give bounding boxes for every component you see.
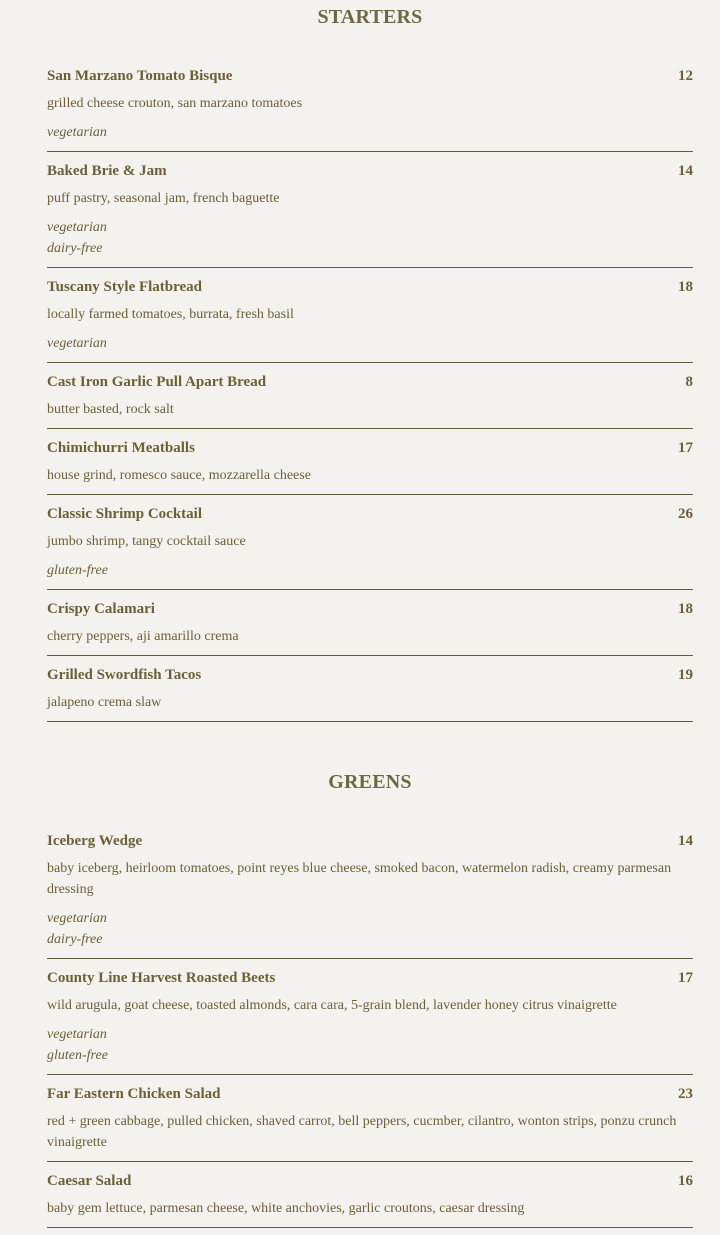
menu-item	[47, 495, 693, 590]
starters-list	[47, 57, 693, 722]
menu-item-price: 26	[678, 506, 693, 522]
menu-item-description: baby gem lettuce, parmesan cheese, white anchovies, garlic croutons, caesar dressing	[47, 1201, 525, 1216]
menu-item-header	[47, 66, 693, 86]
menu-item	[47, 363, 693, 429]
menu-item-price: 17	[678, 970, 693, 986]
menu-item	[47, 268, 693, 363]
menu-item-price: 18	[678, 601, 693, 617]
dietary-tags	[47, 1024, 693, 1066]
dietary-tag: dairy-free	[47, 932, 103, 947]
menu-item-description: puff pastry, seasonal jam, french baguette	[47, 191, 280, 206]
dietary-tag: vegetarian	[47, 336, 107, 351]
menu-item-description: baby iceberg, heirloom tomatoes, point reyes blue cheese, smoked bacon, watermelon radish, creamy parmesan dressing	[47, 861, 672, 897]
menu-item-name: Chimichurri Meatballs	[47, 440, 195, 456]
menu-item-header	[47, 968, 693, 988]
menu-item-name: Far Eastern Chicken Salad	[47, 1086, 221, 1102]
menu-item-description: jumbo shrimp, tangy cocktail sauce	[47, 534, 246, 549]
menu-item-description: red + green cabbage, pulled chicken, shaved carrot, bell peppers, cucmber, cilantro, wonton strips, ponzu crunch vinaigrette	[47, 1114, 677, 1150]
menu-item-name: Cast Iron Garlic Pull Apart Bread	[47, 374, 267, 390]
menu-item-description: cherry peppers, aji amarillo crema	[47, 629, 239, 644]
menu-item-description: butter basted, rock salt	[47, 402, 174, 417]
menu-item-price: 16	[678, 1173, 693, 1189]
menu-item-name: Iceberg Wedge	[47, 833, 143, 849]
menu-item	[47, 57, 693, 152]
dietary-tag: vegetarian	[47, 1027, 107, 1042]
dietary-tags	[47, 217, 693, 259]
menu-item-price: 23	[678, 1086, 693, 1102]
menu-item-price: 14	[678, 163, 693, 179]
dietary-tags	[47, 122, 693, 143]
menu-item-name: Crispy Calamari	[47, 601, 155, 617]
menu-item	[47, 152, 693, 268]
menu-item-header	[47, 665, 693, 685]
menu-item-description: house grind, romesco sauce, mozzarella cheese	[47, 468, 311, 483]
menu-item-description: locally farmed tomatoes, burrata, fresh basil	[47, 307, 294, 322]
menu-item	[47, 656, 693, 722]
menu-item-header	[47, 438, 693, 458]
menu-item	[47, 1162, 693, 1228]
section-greens	[0, 766, 720, 1228]
menu-item-header	[47, 1171, 693, 1191]
dietary-tag: vegetarian	[47, 220, 107, 235]
menu-item-header	[47, 372, 693, 392]
dietary-tags	[47, 333, 693, 354]
dietary-tag: vegetarian	[47, 911, 107, 926]
menu-item-price: 14	[678, 833, 693, 849]
dietary-tag: dairy-free	[47, 241, 103, 256]
menu-item-header	[47, 831, 693, 851]
menu-item	[47, 590, 693, 656]
menu-item	[47, 959, 693, 1075]
dietary-tag: gluten-free	[47, 1048, 108, 1063]
menu-item-name: County Line Harvest Roasted Beets	[47, 970, 276, 986]
menu-item-price: 18	[678, 279, 693, 295]
menu-item-header	[47, 599, 693, 619]
menu-item-description: grilled cheese crouton, san marzano tomatoes	[47, 96, 303, 111]
section-title-starters: STARTERS	[317, 6, 423, 28]
dietary-tag: vegetarian	[47, 125, 107, 140]
menu-item-description: jalapeno crema slaw	[47, 695, 162, 710]
menu-item-price: 12	[678, 68, 693, 84]
menu-item	[47, 1075, 693, 1162]
dietary-tag: gluten-free	[47, 563, 108, 578]
menu-item-name: Classic Shrimp Cocktail	[47, 506, 203, 522]
menu-item-name: Baked Brie & Jam	[47, 163, 167, 179]
menu-item-name: Grilled Swordfish Tacos	[47, 667, 202, 683]
menu-item-header	[47, 277, 693, 297]
section-title-greens: GREENS	[328, 771, 412, 793]
menu-item-header	[47, 504, 693, 524]
menu-item-price: 19	[678, 667, 693, 683]
menu-item-header	[47, 161, 693, 181]
menu-item-name: San Marzano Tomato Bisque	[47, 68, 233, 84]
menu-item-name: Caesar Salad	[47, 1173, 132, 1189]
menu-item-description: wild arugula, goat cheese, toasted almonds, cara cara, 5-grain blend, lavender honey citrus vinaigrette	[47, 998, 617, 1013]
menu-item-price: 17	[678, 440, 693, 456]
menu-item-name: Tuscany Style Flatbread	[47, 279, 203, 295]
dietary-tags	[47, 560, 693, 581]
menu-item	[47, 822, 693, 959]
dietary-tags	[47, 908, 693, 950]
menu-item-header	[47, 1084, 693, 1104]
menu-item	[47, 429, 693, 495]
greens-list	[47, 822, 693, 1228]
menu-item-price: 8	[685, 374, 693, 390]
